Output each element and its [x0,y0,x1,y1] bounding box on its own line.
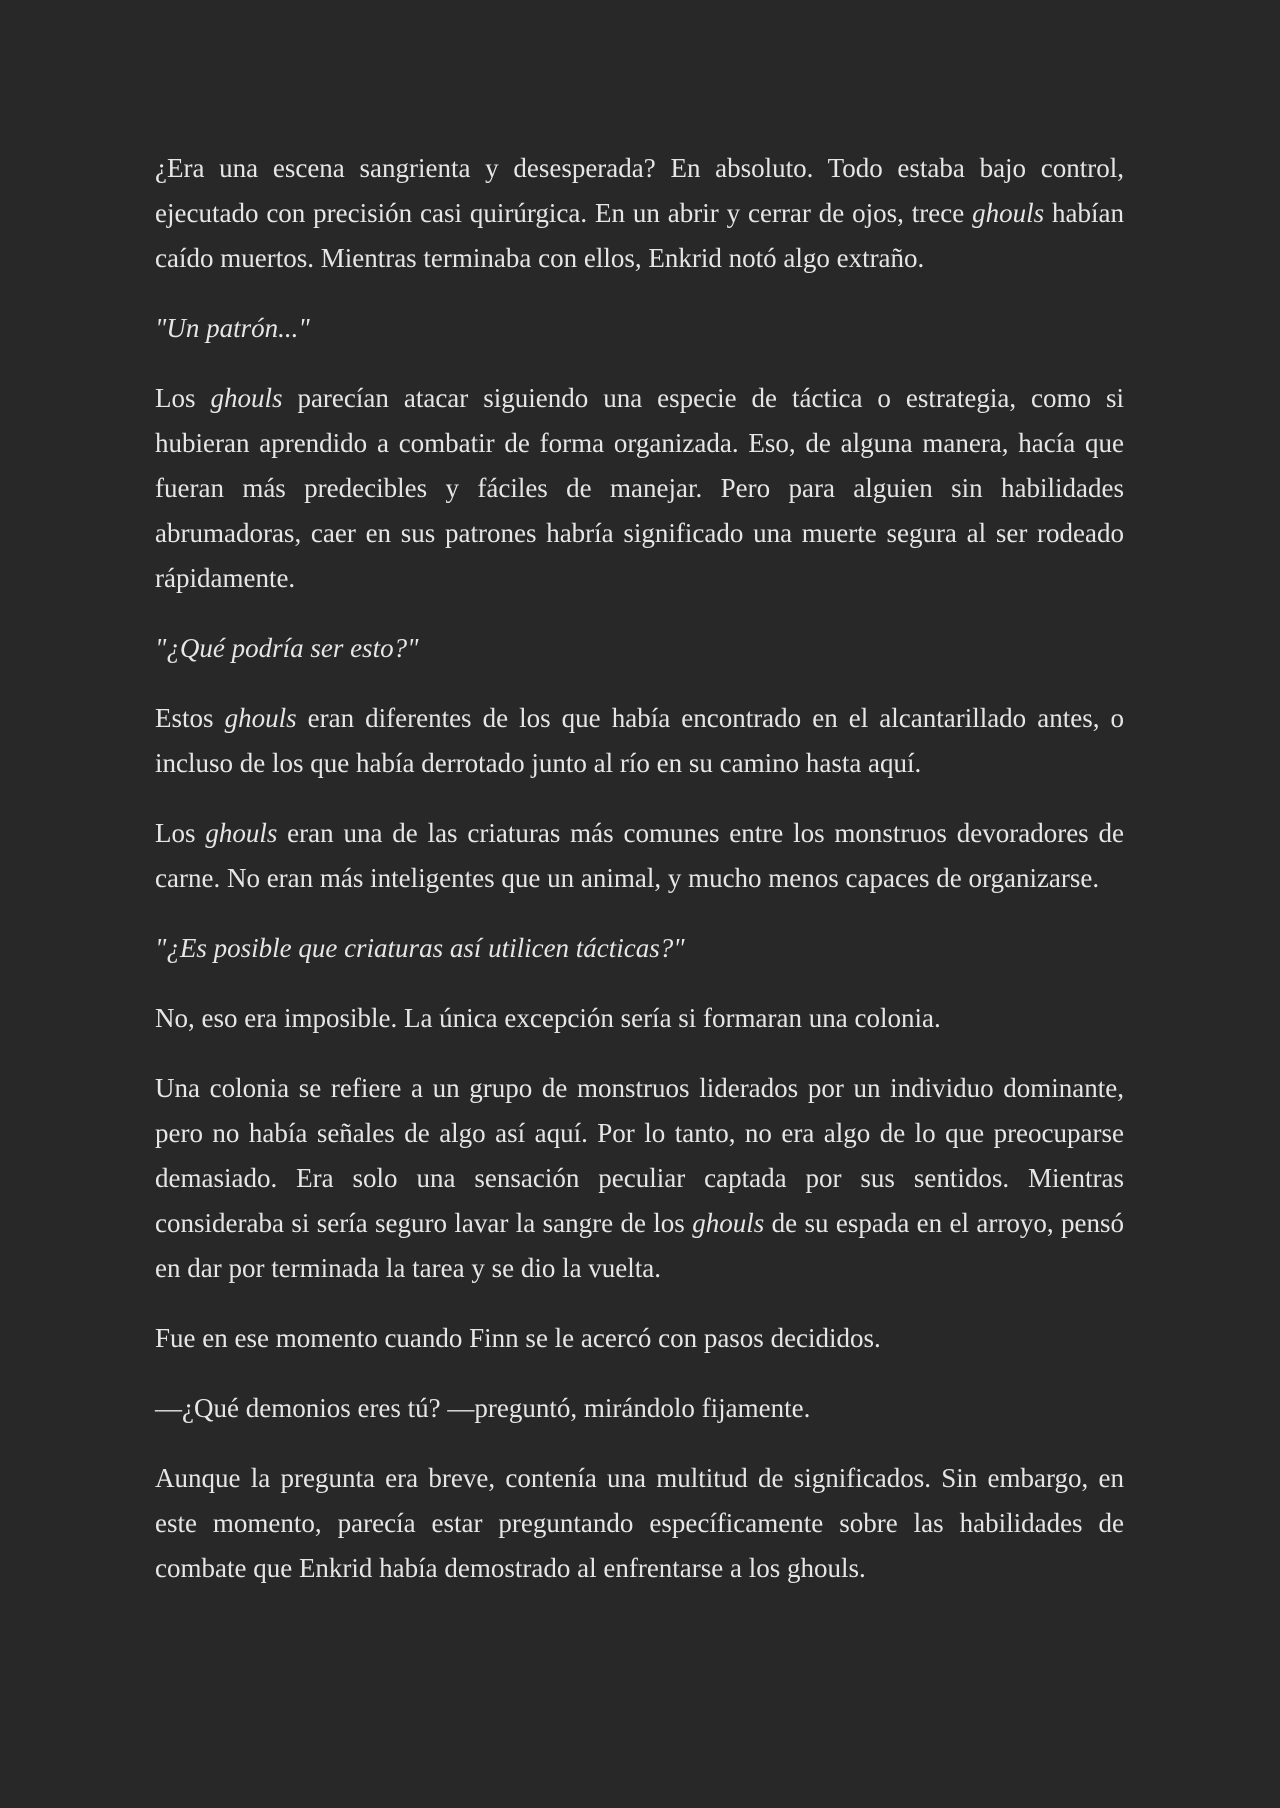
paragraph: ¿Era una escena sangrienta y desesperada? En absoluto. Todo estaba bajo control, ejecutado con precisión casi quirúrgica. En un abrir y cerrar de ojos, trece ghouls habían caído muertos. Mientras terminaba con ellos, Enkrid notó algo extraño. [155,153,1124,273]
thought-line: "¿Qué podría ser esto?" [155,633,419,663]
paragraph: Fue en ese momento cuando Finn se le acercó con pasos decididos. [155,1323,881,1353]
thought-line: "¿Es posible que criaturas así utilicen tácticas?" [155,933,685,963]
paragraph: Aunque la pregunta era breve, contenía una multitud de significados. Sin embargo, en este momento, parecía estar preguntando específicamente sobre las habilidades de combate que Enkrid había demostrado al enfrentarse a los ghouls. [155,1463,1124,1583]
dialogue-line: —¿Qué demonios eres tú? —preguntó, mirándolo fijamente. [155,1393,811,1423]
paragraph: Los ghouls parecían atacar siguiendo una especie de táctica o estrategia, como si hubieran aprendido a combatir de forma organizada. Eso, de alguna manera, hacía que fueran más predecibles y fáciles de manejar. Pero para alguien sin habilidades abrumadoras, caer en sus patrones habría significado una muerte segura al ser rodeado rápidamente. [155,383,1124,593]
chapter-text [155,146,1124,1616]
paragraph: No, eso era imposible. La única excepción sería si formaran una colonia. [155,1003,941,1033]
thought-line: "Un patrón..." [155,313,310,343]
paragraph: Los ghouls eran una de las criaturas más comunes entre los monstruos devoradores de carne. No eran más inteligentes que un animal, y mucho menos capaces de organizarse. [155,818,1124,893]
paragraph: Una colonia se refiere a un grupo de monstruos liderados por un individuo dominante, pero no había señales de algo así aquí. Por lo tanto, no era algo de lo que preocuparse demasiado. Era solo una sensación peculiar captada por sus sentidos. Mientras consideraba si sería seguro lavar la sangre de los ghouls de su espada en el arroyo, pensó en dar por terminada la tarea y se dio la vuelta. [155,1073,1124,1283]
paragraph: Estos ghouls eran diferentes de los que había encontrado en el alcantarillado antes, o incluso de los que había derrotado junto al río en su camino hasta aquí. [155,703,1124,778]
